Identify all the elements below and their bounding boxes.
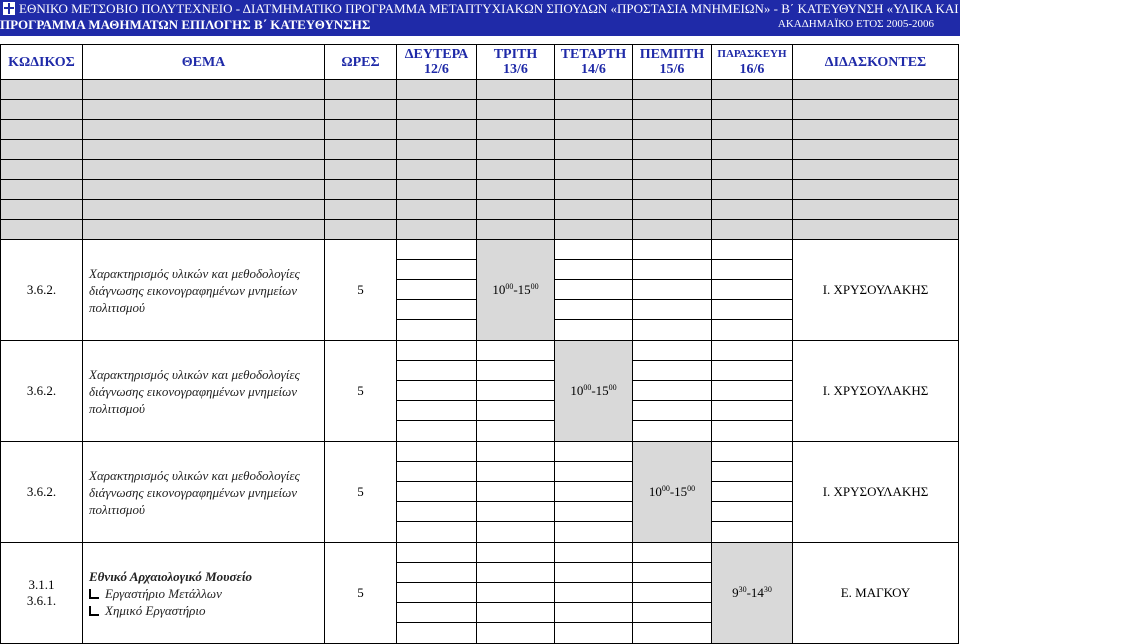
topic-line: διάγνωσης εικονογραφημένων μνημείων — [89, 282, 298, 298]
header-institution-text: ΕΘΝΙΚΟ ΜΕΤΣΟΒΙΟ ΠΟΛΥΤΕΧΝΕΙΟ - ΔΙΑΤΜΗΜΑΤΙΚΟ ΠΡΟΓΡΑΜΜΑ ΜΕΤΑΠΤΥΧΙΑΚΩΝ ΣΠΟΥΔΩΝ «ΠΡΟΣΤΑΣΙΑ ΜΝΗΜΕΙΩΝ» - Β΄ ΚΑΤΕΥΘΥΝΣΗ «ΥΛΙΚΑ ΚΑΙ ΕΠΕΜΒΑΣΕΙΣ ΣΥΝΤΗΡΗΣΗΣ» — [19, 1, 1139, 16]
bullet-icon — [89, 589, 99, 599]
day-cell-friday — [712, 240, 793, 341]
empty-row — [1, 120, 959, 140]
topic-line: διάγνωσης εικονογραφημένων μνημείων — [89, 484, 298, 500]
col-header-tuesday — [477, 45, 555, 80]
course-hours: 5 — [325, 240, 397, 341]
monday-date: 12/6 — [424, 62, 449, 77]
day-cell-monday — [397, 341, 477, 442]
lab-label: Εργαστήριο Μετάλλων — [105, 585, 222, 601]
header-title: ΠΡΟΓΡΑΜΜΑ ΜΑΘΗΜΑΤΩΝ ΕΠΙΛΟΓΗΣ Β΄ ΚΑΤΕΥΘΥΝΣΗΣ — [0, 17, 371, 32]
table-header-row — [1, 45, 959, 80]
col-header-thursday — [633, 45, 712, 80]
topic-line: Χαρακτηρισμός υλικών και μεθοδολογίες — [89, 265, 300, 281]
empty-row — [1, 80, 959, 100]
course-topic — [83, 240, 325, 341]
header-institution-line — [0, 1, 1139, 17]
wednesday-date: 14/6 — [581, 62, 606, 77]
topic-line: πολιτισμού — [89, 299, 145, 315]
course-code: 3.6.2. — [1, 442, 83, 543]
day-cell-friday — [712, 543, 793, 644]
document-header — [0, 0, 1139, 36]
cross-icon — [3, 2, 15, 15]
empty-row — [1, 220, 959, 240]
tuesday-label: ΤΡΙΤΗ — [493, 47, 538, 62]
day-cell-thursday — [633, 442, 712, 543]
day-cell-wednesday — [555, 240, 633, 341]
session-time: $10^{00}-15^{00}$ — [648, 483, 696, 500]
course-code — [1, 543, 83, 644]
day-cell-monday — [397, 543, 477, 644]
col-header-topic: ΘΕΜΑ — [83, 45, 325, 80]
topic-line: Χαρακτηρισμός υλικών και μεθοδολογίες — [89, 366, 300, 382]
col-header-code: ΚΩΔΙΚΟΣ — [1, 45, 83, 80]
col-header-wednesday — [555, 45, 633, 80]
empty-row — [1, 160, 959, 180]
course-teacher: Ι. ΧΡΥΣΟΥΛΑΚΗΣ — [793, 240, 959, 341]
thursday-date: 15/6 — [659, 62, 685, 77]
day-cell-monday — [397, 442, 477, 543]
day-cell-thursday — [633, 341, 712, 442]
day-cell-tuesday — [477, 543, 555, 644]
day-cell-wednesday — [555, 543, 633, 644]
topic-line: πολιτισμού — [89, 501, 145, 517]
empty-row — [1, 180, 959, 200]
course-code: 3.6.2. — [1, 240, 83, 341]
empty-row — [1, 200, 959, 220]
day-cell-wednesday — [555, 341, 633, 442]
day-cell-friday — [712, 442, 793, 543]
empty-row — [1, 140, 959, 160]
session-time: $9^{30}-14^{30}$ — [732, 584, 772, 601]
day-cell-tuesday — [477, 442, 555, 543]
day-cell-tuesday — [477, 240, 555, 341]
table-row — [1, 442, 959, 543]
col-header-hours: ΩΡΕΣ — [325, 45, 397, 80]
topic-line: Χαρακτηρισμός υλικών και μεθοδολογίες — [89, 467, 300, 483]
col-header-friday — [712, 45, 793, 80]
course-code: 3.6.2. — [1, 341, 83, 442]
col-header-teachers: ΔΙΔΑΣΚΟΝΤΕΣ — [793, 45, 959, 80]
table-row — [1, 341, 959, 442]
day-cell-thursday — [633, 240, 712, 341]
day-cell-friday — [712, 341, 793, 442]
table-row — [1, 543, 959, 644]
lab-item — [89, 585, 324, 602]
friday-date: 16/6 — [739, 62, 765, 77]
col-header-monday — [397, 45, 477, 80]
course-topic — [83, 543, 325, 644]
tuesday-date: 13/6 — [503, 62, 528, 77]
course-topic — [83, 341, 325, 442]
friday-label: ΠΑΡΑΣΚΕΥΗ — [717, 48, 787, 60]
lab-label: Χημικό Εργαστήριο — [105, 602, 206, 618]
course-teacher: Ι. ΧΡΥΣΟΥΛΑΚΗΣ — [793, 442, 959, 543]
bullet-icon — [89, 606, 99, 616]
lab-item — [89, 602, 324, 619]
monday-label: ΔΕΥΤΕΡΑ — [404, 47, 469, 62]
table-row — [1, 240, 959, 341]
thursday-label: ΠΕΜΠΤΗ — [639, 47, 705, 62]
course-hours: 5 — [325, 442, 397, 543]
session-time: $10^{00}-15^{00}$ — [492, 281, 539, 298]
topic-line: διάγνωσης εικονογραφημένων μνημείων — [89, 383, 298, 399]
course-teacher: Ι. ΧΡΥΣΟΥΛΑΚΗΣ — [793, 341, 959, 442]
topic-line: πολιτισμού — [89, 400, 145, 416]
wednesday-label: ΤΕΤΑΡΤΗ — [560, 47, 627, 62]
course-hours: 5 — [325, 543, 397, 644]
museum-name: Εθνικό Αρχαιολογικό Μουσείο — [89, 568, 252, 584]
empty-row — [1, 100, 959, 120]
course-topic — [83, 442, 325, 543]
code-line: 3.6.1. — [26, 593, 57, 608]
session-time: $10^{00}-15^{00}$ — [570, 382, 617, 399]
course-teacher: Ε. ΜΑΓΚΟΥ — [793, 543, 959, 644]
course-hours: 5 — [325, 341, 397, 442]
schedule-table — [0, 44, 959, 644]
code-line: 3.1.1 — [28, 577, 55, 592]
header-academic-year: ΑΚΑΔΗΜΑΪΚΟ ΕΤΟΣ 2005-2006 — [777, 18, 934, 30]
